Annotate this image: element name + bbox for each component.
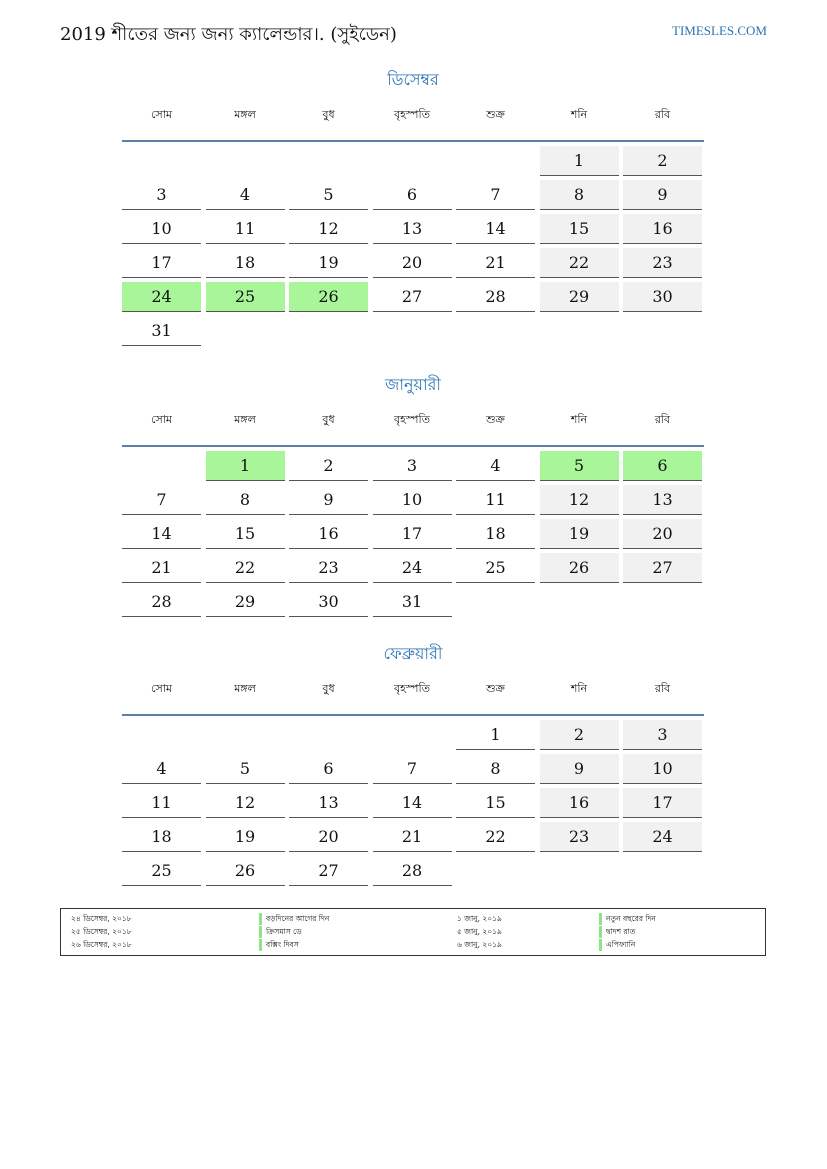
weekday-label: শুক্র <box>486 413 505 426</box>
weekday-header <box>122 676 704 716</box>
legend-date: ২৪ ডিসেম্বর, ২০১৮ <box>71 914 132 923</box>
day-cell: 4 <box>206 180 285 210</box>
weekday-label: বুধ <box>322 413 335 426</box>
day-cell: 19 <box>289 248 368 278</box>
day-cell: 17 <box>122 248 201 278</box>
day-cell: 16 <box>623 214 702 244</box>
day-cell: 29 <box>206 587 285 617</box>
day-cell: 25 <box>456 553 535 583</box>
day-grid <box>122 146 704 346</box>
month-block <box>122 373 704 617</box>
site-link[interactable]: TIMESLES.COM <box>672 23 767 38</box>
weekday-label: শনি <box>570 413 588 426</box>
day-cell: 15 <box>540 214 619 244</box>
legend-row <box>61 939 765 951</box>
month-title: জানুয়ারী <box>385 375 441 394</box>
legend-date: ২৬ ডিসেম্বর, ২০১৮ <box>71 940 132 949</box>
day-cell: 15 <box>456 788 535 818</box>
day-cell: 5 <box>289 180 368 210</box>
empty-cell <box>373 146 452 176</box>
day-cell: 3 <box>623 720 702 750</box>
day-cell: 29 <box>540 282 619 312</box>
legend-date: ৫ জানু, ২০১৯ <box>457 927 502 936</box>
legend-date: ১ জানু, ২০১৯ <box>457 914 502 923</box>
weekday-label: শনি <box>570 108 588 121</box>
day-cell: 17 <box>623 788 702 818</box>
legend-holiday-name: এপিফ্যানি <box>599 939 635 951</box>
day-cell: 27 <box>623 553 702 583</box>
weekday-label: শুক্র <box>486 108 505 121</box>
legend-holiday-name: বক্সিং দিবস <box>259 939 299 951</box>
day-cell: 14 <box>122 519 201 549</box>
weekday-label: বুধ <box>322 682 335 695</box>
day-cell: 2 <box>540 720 619 750</box>
day-cell: 11 <box>122 788 201 818</box>
day-cell: 20 <box>373 248 452 278</box>
empty-cell <box>122 451 201 481</box>
day-cell: 31 <box>122 316 201 346</box>
month-block <box>122 68 704 346</box>
day-cell: 19 <box>206 822 285 852</box>
day-cell: 21 <box>456 248 535 278</box>
day-cell: 22 <box>456 822 535 852</box>
day-cell: 10 <box>373 485 452 515</box>
empty-cell <box>206 720 285 750</box>
legend-holiday-name: বড়দিনের আগের দিন <box>259 913 329 925</box>
day-cell: 5 <box>206 754 285 784</box>
day-cell: 16 <box>289 519 368 549</box>
day-cell: 10 <box>122 214 201 244</box>
day-cell: 17 <box>373 519 452 549</box>
weekday-label: রবি <box>654 108 671 121</box>
holiday-day-cell: 1 <box>206 451 285 481</box>
legend-row <box>61 913 765 925</box>
holiday-day-cell: 6 <box>623 451 702 481</box>
day-cell: 11 <box>456 485 535 515</box>
day-cell: 8 <box>456 754 535 784</box>
day-cell: 1 <box>540 146 619 176</box>
day-cell: 24 <box>623 822 702 852</box>
day-cell: 4 <box>456 451 535 481</box>
day-cell: 7 <box>122 485 201 515</box>
day-cell: 13 <box>289 788 368 818</box>
day-cell: 3 <box>373 451 452 481</box>
holiday-legend <box>60 908 766 956</box>
day-cell: 3 <box>122 180 201 210</box>
day-cell: 7 <box>373 754 452 784</box>
empty-cell <box>122 720 201 750</box>
day-cell: 24 <box>373 553 452 583</box>
holiday-day-cell: 25 <box>206 282 285 312</box>
weekday-label: সোম <box>150 682 173 695</box>
empty-cell <box>456 146 535 176</box>
day-cell: 2 <box>623 146 702 176</box>
day-cell: 12 <box>289 214 368 244</box>
day-cell: 27 <box>373 282 452 312</box>
month-title: ফেব্রুয়ারী <box>383 644 443 663</box>
legend-holiday-name: নতুন বছরের দিন <box>599 913 656 925</box>
legend-date: ২৫ ডিসেম্বর, ২০১৮ <box>71 927 132 936</box>
empty-cell <box>289 146 368 176</box>
month-block <box>122 642 704 886</box>
day-cell: 26 <box>540 553 619 583</box>
page-title: 2019 শীতের জন্য জন্য ক্যালেন্ডার।. (সুইডেন) <box>60 24 397 45</box>
day-cell: 30 <box>623 282 702 312</box>
weekday-header <box>122 407 704 447</box>
day-cell: 15 <box>206 519 285 549</box>
legend-date: ৬ জানু, ২০১৯ <box>457 940 502 949</box>
day-cell: 23 <box>623 248 702 278</box>
day-cell: 19 <box>540 519 619 549</box>
day-cell: 28 <box>456 282 535 312</box>
day-cell: 8 <box>540 180 619 210</box>
weekday-label: মঙ্গল <box>234 413 256 426</box>
day-cell: 6 <box>289 754 368 784</box>
day-cell: 27 <box>289 856 368 886</box>
day-cell: 22 <box>540 248 619 278</box>
day-cell: 7 <box>456 180 535 210</box>
day-cell: 28 <box>373 856 452 886</box>
day-cell: 11 <box>206 214 285 244</box>
day-cell: 2 <box>289 451 368 481</box>
weekday-label: শুক্র <box>486 682 505 695</box>
day-cell: 1 <box>456 720 535 750</box>
legend-row <box>61 926 765 938</box>
weekday-label: মঙ্গল <box>234 108 256 121</box>
legend-holiday-name: দ্বাদশ রাত <box>599 926 635 938</box>
day-cell: 18 <box>122 822 201 852</box>
day-cell: 28 <box>122 587 201 617</box>
empty-cell <box>373 720 452 750</box>
day-cell: 14 <box>456 214 535 244</box>
holiday-day-cell: 5 <box>540 451 619 481</box>
day-cell: 14 <box>373 788 452 818</box>
day-cell: 26 <box>206 856 285 886</box>
day-cell: 12 <box>540 485 619 515</box>
day-cell: 23 <box>540 822 619 852</box>
day-cell: 18 <box>206 248 285 278</box>
day-cell: 9 <box>623 180 702 210</box>
weekday-header <box>122 102 704 142</box>
empty-cell <box>289 720 368 750</box>
weekday-label: রবি <box>654 682 671 695</box>
weekday-label: শনি <box>570 682 588 695</box>
day-cell: 25 <box>122 856 201 886</box>
day-cell: 20 <box>289 822 368 852</box>
month-title: ডিসেম্বর <box>387 70 439 89</box>
day-cell: 12 <box>206 788 285 818</box>
day-cell: 6 <box>373 180 452 210</box>
day-cell: 16 <box>540 788 619 818</box>
day-cell: 9 <box>540 754 619 784</box>
day-cell: 8 <box>206 485 285 515</box>
weekday-label: সোম <box>150 108 173 121</box>
day-cell: 13 <box>373 214 452 244</box>
day-grid <box>122 451 704 617</box>
day-cell: 13 <box>623 485 702 515</box>
empty-cell <box>206 146 285 176</box>
empty-cell <box>122 146 201 176</box>
day-cell: 22 <box>206 553 285 583</box>
day-cell: 18 <box>456 519 535 549</box>
day-cell: 10 <box>623 754 702 784</box>
weekday-label: মঙ্গল <box>234 682 256 695</box>
weekday-label: বৃহস্পতি <box>394 413 430 426</box>
weekday-label: রবি <box>654 413 671 426</box>
weekday-label: বুধ <box>322 108 335 121</box>
day-cell: 21 <box>373 822 452 852</box>
day-cell: 23 <box>289 553 368 583</box>
legend-holiday-name: ক্রিসমাস ডে <box>259 926 302 938</box>
day-cell: 30 <box>289 587 368 617</box>
holiday-day-cell: 26 <box>289 282 368 312</box>
holiday-day-cell: 24 <box>122 282 201 312</box>
day-cell: 31 <box>373 587 452 617</box>
weekday-label: সোম <box>150 413 173 426</box>
day-cell: 20 <box>623 519 702 549</box>
weekday-label: বৃহস্পতি <box>394 682 430 695</box>
day-grid <box>122 720 704 886</box>
day-cell: 9 <box>289 485 368 515</box>
day-cell: 4 <box>122 754 201 784</box>
weekday-label: বৃহস্পতি <box>394 108 430 121</box>
day-cell: 21 <box>122 553 201 583</box>
